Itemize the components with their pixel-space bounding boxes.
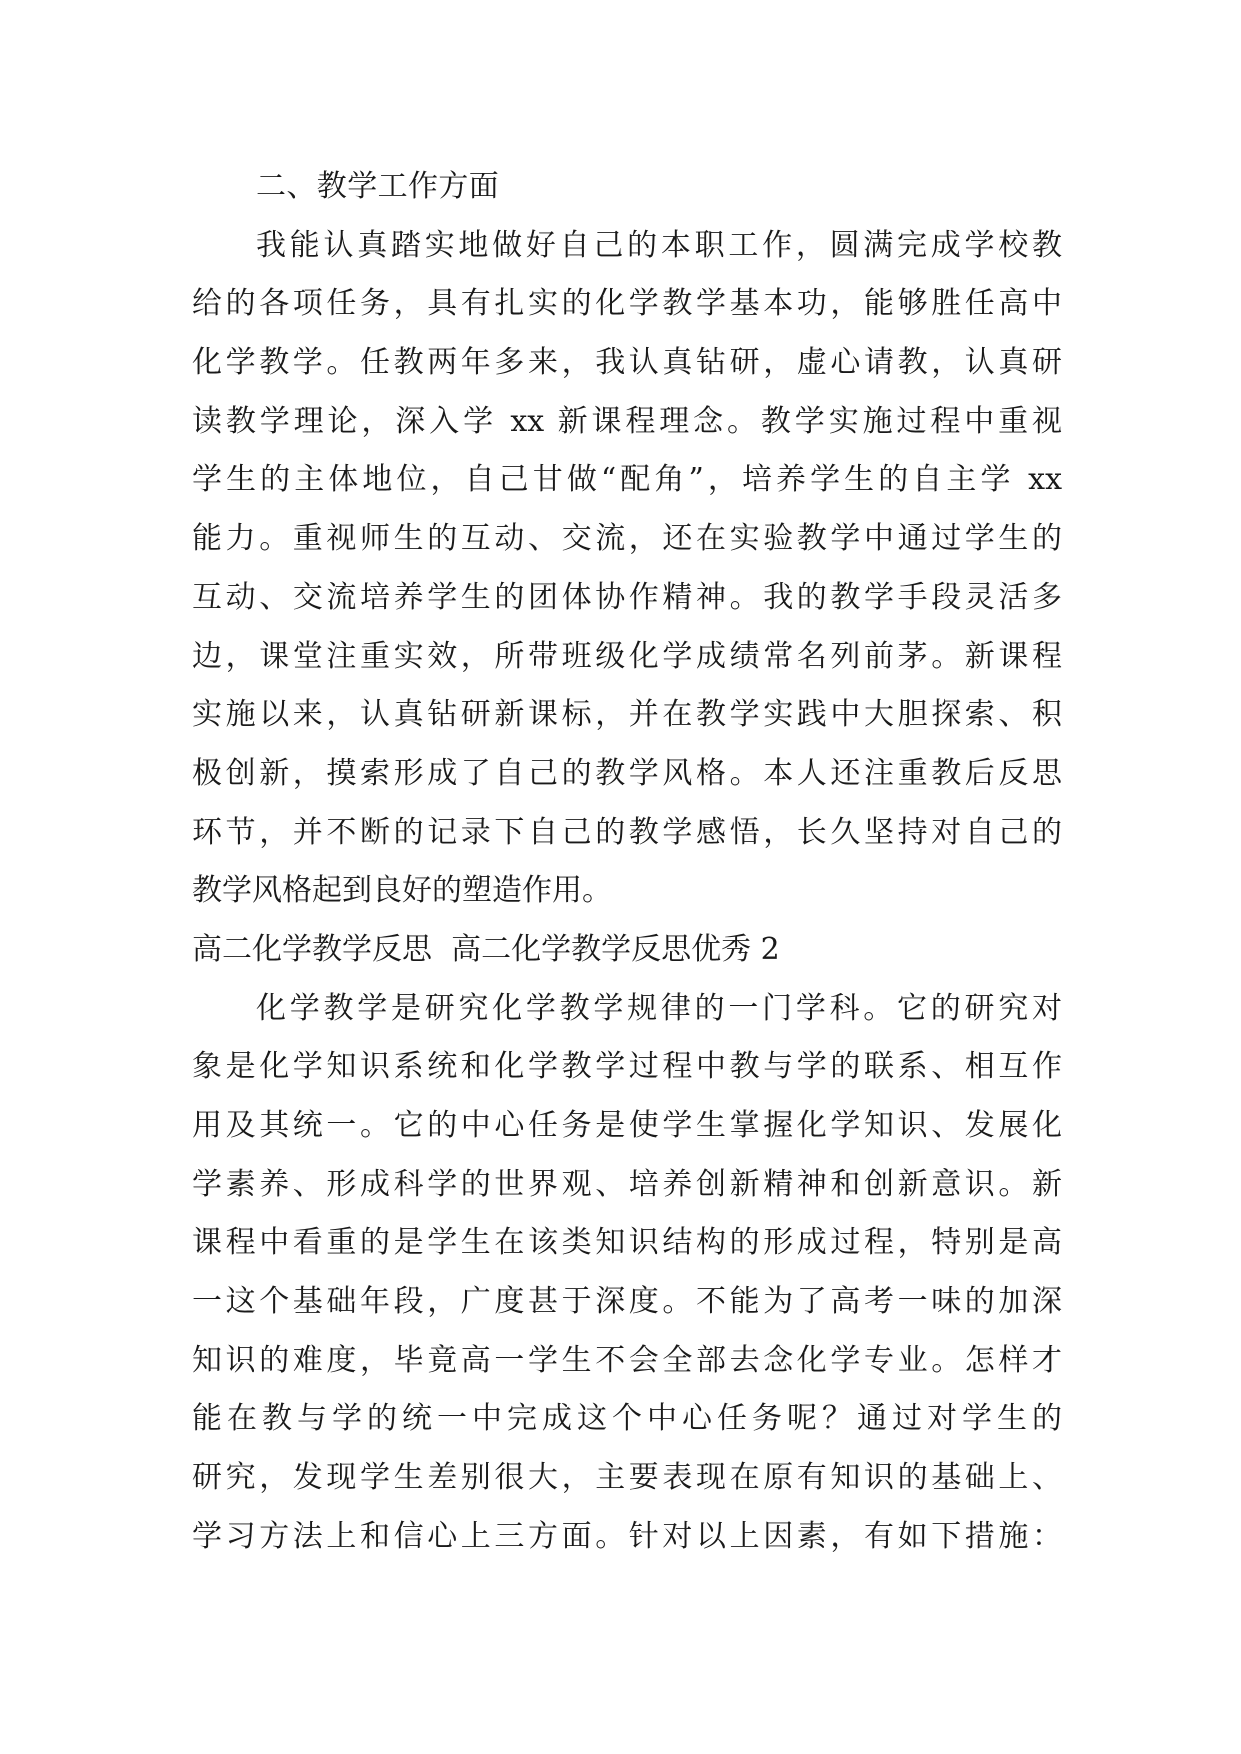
paragraph-line: 读教学理论，深入学 xx 新课程理念。教学实施过程中重视 — [192, 403, 1062, 439]
paragraph-line: 一这个基础年段，广度甚于深度。不能为了高考一味的加深 — [192, 1284, 1062, 1320]
paragraph-line: 实施以来，认真钻研新课标，并在教学实践中大胆探索、积 — [192, 697, 1062, 733]
paragraph-line: 学习方法上和信心上三方面。针对以上因素，有如下措施： — [192, 1518, 1062, 1554]
paragraph-line: 化学教学。任教两年多来，我认真钻研，虚心请教，认真研 — [192, 345, 1062, 381]
paragraph-line: 互动、交流培养学生的团体协作精神。我的教学手段灵活多 — [192, 579, 1062, 615]
paragraph-line: 极创新，摸索形成了自己的教学风格。本人还注重教后反思 — [192, 755, 1062, 791]
paragraph-line: 教学风格起到良好的塑造作用。 — [192, 873, 612, 909]
paragraph-line: 象是化学知识系统和化学教学过程中教与学的联系、相互作 — [192, 1049, 1062, 1085]
paragraph-line: 用及其统一。它的中心任务是使学生掌握化学知识、发展化 — [192, 1108, 1062, 1143]
document-body — [192, 158, 1062, 1567]
paragraph-line: 我能认真踏实地做好自己的本职工作，圆满完成学校教 — [256, 227, 1062, 263]
paragraph-line: 课程中看重的是学生在该类知识结构的形成过程，特别是高 — [192, 1225, 1062, 1261]
paragraph-line: 边，课堂注重实效，所带班级化学成绩常名列前茅。新课程 — [192, 638, 1062, 674]
paragraph-line: 能在教与学的统一中完成这个中心任务呢？通过对学生的 — [192, 1401, 1062, 1437]
paragraph-line: 研究，发现学生差别很大，主要表现在原有知识的基础上、 — [192, 1460, 1062, 1496]
section-heading-reflection: 高二化学教学反思 高二化学教学反思优秀 2 — [192, 931, 780, 967]
paragraph-line: 环节，并不断的记录下自己的教学感悟，长久坚持对自己的 — [192, 814, 1062, 850]
paragraph-line: 学素养、形成科学的世界观、培养创新精神和创新意识。新 — [192, 1166, 1062, 1202]
section-heading-teaching-work: 二、教学工作方面 — [256, 169, 500, 204]
paragraph-line: 知识的难度，毕竟高一学生不会全部去念化学专业。怎样才 — [192, 1342, 1062, 1378]
paragraph-line: 给的各项任务，具有扎实的化学教学基本功，能够胜任高中 — [192, 286, 1062, 322]
paragraph-line: 化学教学是研究化学教学规律的一门学科。它的研究对 — [256, 990, 1062, 1026]
paragraph-line: 能力。重视师生的互动、交流，还在实验教学中通过学生的 — [192, 521, 1062, 557]
paragraph-line: 学生的主体地位，自己甘做“配角”，培养学生的自主学 xx — [192, 462, 1062, 498]
